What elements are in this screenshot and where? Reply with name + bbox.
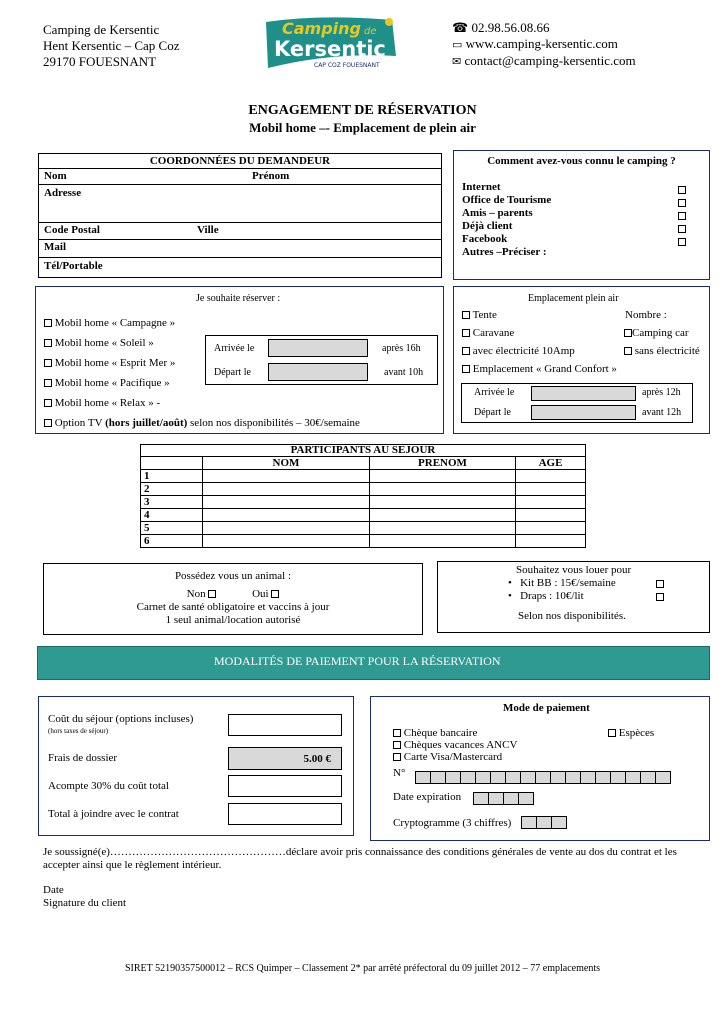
row-number: 2 — [141, 483, 203, 496]
location-section — [437, 561, 710, 633]
option-tv: Option TV — [54, 417, 103, 429]
crypto-grid[interactable] — [521, 816, 566, 829]
cell-age[interactable] — [516, 522, 586, 535]
checkbox-office[interactable] — [678, 199, 686, 207]
animal-note-2: 1 seul animal/location autorisé — [165, 614, 301, 626]
especes-option — [608, 727, 654, 739]
hors-taxes-label: (hors taxes de séjour) — [48, 727, 109, 735]
camping-address — [43, 22, 179, 70]
acompte-field[interactable] — [228, 775, 342, 797]
animal-question: Possédez vous un animal : — [174, 570, 292, 582]
payment-banner — [37, 646, 710, 680]
checkbox-carte[interactable] — [393, 753, 401, 761]
prenom-label: Prénom — [252, 170, 290, 182]
emplacement-options — [462, 306, 707, 378]
checkbox-amis[interactable] — [678, 212, 686, 220]
code-postal-label: Code Postal — [44, 224, 100, 236]
participants-table — [140, 456, 586, 548]
computer-icon: ▭ — [452, 39, 463, 51]
animal-choice — [44, 588, 422, 600]
expiration-grid[interactable] — [473, 792, 533, 805]
option-camping-car: Camping car — [632, 327, 689, 339]
logo-word-1: Camping — [282, 19, 361, 38]
checkbox-soleil[interactable] — [44, 339, 52, 347]
emplacement-title: Emplacement plein air — [528, 293, 619, 304]
checkbox-animal-oui[interactable] — [271, 590, 279, 598]
expiration-label: Date expiration — [393, 791, 462, 803]
source-option-amis: Amis – parents — [462, 207, 533, 219]
checkbox-facebook[interactable] — [678, 238, 686, 246]
emplacement-section — [453, 286, 710, 434]
table-row — [141, 496, 586, 509]
table-row — [141, 483, 586, 496]
address-line-3: 29170 FOUESNANT — [43, 54, 157, 69]
ep-depart-time: avant 12h — [642, 407, 682, 418]
mh-depart-field[interactable] — [268, 363, 368, 381]
logo-word-3: Kersentic — [274, 37, 386, 61]
option-pacifique: Mobil home « Pacifique » — [54, 377, 170, 389]
cell-prenom[interactable] — [370, 535, 516, 548]
ep-arrivee-label: Arrivée le — [474, 387, 515, 398]
tel-label: Tél/Portable — [44, 260, 103, 272]
source-option-office: Office de Tourisme — [462, 194, 552, 206]
contact-block — [452, 20, 636, 70]
mh-arrivee-label: Arrivée le — [214, 343, 255, 354]
cell-age[interactable] — [516, 496, 586, 509]
source-option-autres: Autres –Préciser : — [462, 246, 547, 258]
checkbox-caravane[interactable] — [462, 329, 470, 337]
cell-prenom[interactable] — [370, 522, 516, 535]
participants-header-row — [141, 457, 586, 470]
checkbox-animal-non[interactable] — [208, 590, 216, 598]
option-tv-price: selon nos disponibilités – 30€/semaine — [190, 417, 360, 429]
location-items: • Kit BB : 15€/semaine • Draps : 10€/lit — [508, 577, 616, 603]
cell-prenom[interactable] — [370, 470, 516, 483]
source-option-client: Déjà client — [462, 220, 513, 232]
source-title: Comment avez-vous connu le camping ? — [487, 155, 676, 167]
cout-sejour-field[interactable] — [228, 714, 342, 736]
address-line-1: Camping de Kersentic — [43, 22, 160, 37]
checkbox-pacifique[interactable] — [44, 379, 52, 387]
checkbox-camping-car[interactable] — [624, 329, 632, 337]
row-number: 5 — [141, 522, 203, 535]
logo-word-2: de — [364, 26, 377, 37]
animal-oui-label: Oui — [252, 588, 269, 600]
table-row — [141, 470, 586, 483]
mh-depart-time: avant 10h — [384, 367, 424, 378]
sun-icon — [385, 18, 393, 26]
ep-arrivee-time: après 12h — [642, 387, 681, 398]
option-relax: Mobil home « Relax » - — [54, 397, 161, 409]
location-draps: Draps : 10€/lit — [520, 590, 584, 602]
cell-age[interactable] — [516, 509, 586, 522]
mode-title: Mode de paiement — [503, 702, 590, 714]
crypto-label: Cryptogramme (3 chiffres) — [393, 817, 512, 829]
mh-arrivee-field[interactable] — [268, 339, 368, 357]
nombre-label: Nombre : — [625, 309, 667, 321]
option-esprit-mer: Mobil home « Esprit Mer » — [54, 357, 176, 369]
cell-nom[interactable] — [203, 470, 370, 483]
mh-arrivee-time: après 16h — [382, 343, 421, 354]
option-caravane: Caravane — [472, 327, 515, 339]
footer-legal: SIRET 52190357500012 – RCS Quimper – Classement 2* par arrêté préfectoral du 09 juillet 2012 – 77 emplacements — [125, 963, 600, 974]
camping-logo — [262, 12, 398, 72]
cout-section — [38, 696, 354, 836]
acompte-label: Acompte 30% du coût total — [48, 780, 169, 792]
checkbox-esprit-mer[interactable] — [44, 359, 52, 367]
cell-nom[interactable] — [203, 509, 370, 522]
ep-depart-label: Départ le — [474, 407, 511, 418]
address-line-2: Hent Kersentic – Cap Coz — [43, 38, 180, 53]
checkbox-grand-confort[interactable] — [462, 365, 470, 373]
email: contact@camping-kersentic.com — [464, 53, 636, 68]
mobilhome-section — [35, 286, 444, 434]
ep-depart-field[interactable] — [531, 405, 636, 420]
checkbox-internet[interactable] — [678, 186, 686, 194]
page-title: ENGAGEMENT DE RÉSERVATION — [248, 103, 477, 118]
cell-nom[interactable] — [203, 483, 370, 496]
col-index — [141, 457, 203, 470]
frais-value: 5.00 € — [303, 753, 331, 765]
location-note: Selon nos disponibilités. — [518, 610, 626, 622]
ep-arrivee-field[interactable] — [531, 386, 636, 401]
row-number: 3 — [141, 496, 203, 509]
cell-nom[interactable] — [203, 535, 370, 548]
row-number: 6 — [141, 535, 203, 548]
option-tente: Tente — [472, 309, 497, 321]
adresse-label: Adresse — [44, 187, 82, 199]
source-option-internet: Internet — [462, 181, 501, 193]
source-section — [453, 150, 710, 280]
mh-depart-label: Départ le — [214, 367, 251, 378]
checkbox-electricite[interactable] — [462, 347, 470, 355]
mobilhome-dates — [205, 335, 438, 385]
col-age: AGE — [516, 457, 586, 470]
date-label: Date — [43, 884, 64, 896]
logo-subtitle: CAP COZ FOUESNANT — [314, 62, 380, 69]
cell-prenom[interactable] — [370, 509, 516, 522]
checkbox-kit-bb[interactable] — [656, 580, 664, 588]
option-campagne: Mobil home « Campagne » — [54, 317, 176, 329]
mail-icon: ✉ — [452, 56, 462, 68]
source-options — [462, 181, 551, 259]
cell-prenom[interactable] — [370, 483, 516, 496]
cell-age[interactable] — [516, 535, 586, 548]
checkbox-option-tv[interactable] — [44, 419, 52, 427]
option-ancv: Chèques vacances ANCV — [403, 739, 518, 751]
cell-age[interactable] — [516, 483, 586, 496]
ville-label: Ville — [197, 224, 219, 236]
demandeur-header: COORDONNÉES DU DEMANDEUR — [149, 155, 331, 167]
table-row — [141, 535, 586, 548]
col-prenom: PRENOM — [370, 457, 516, 470]
animal-note-1: Carnet de santé obligatoire et vaccins à jour — [136, 601, 330, 613]
col-nom: NOM — [203, 457, 370, 470]
checkbox-client[interactable] — [678, 225, 686, 233]
logo-graphic — [262, 12, 398, 72]
cout-sejour-label: Coût du séjour (options incluses) — [48, 713, 194, 725]
total-label: Total à joindre avec le contrat — [48, 808, 179, 820]
cell-prenom[interactable] — [370, 496, 516, 509]
numero-label: N° — [393, 767, 406, 779]
checkbox-relax[interactable] — [44, 399, 52, 407]
table-row — [141, 522, 586, 535]
checkbox-ancv[interactable] — [393, 741, 401, 749]
card-number-grid[interactable] — [415, 771, 670, 784]
checkbox-cheque[interactable] — [393, 729, 401, 737]
cell-nom[interactable] — [203, 522, 370, 535]
cell-age[interactable] — [516, 470, 586, 483]
checkbox-sans-electricite[interactable] — [624, 347, 632, 355]
source-checkboxes — [678, 183, 686, 248]
table-row — [141, 509, 586, 522]
mobilhome-intro: Je souhaite réserver : — [196, 293, 281, 304]
participants-title: PARTICIPANTS AU SEJOUR — [140, 444, 586, 456]
option-cheque: Chèque bancaire — [403, 727, 478, 739]
demandeur-section — [38, 153, 442, 278]
location-title: Souhaitez vous louer pour — [516, 564, 632, 576]
checkbox-draps[interactable] — [656, 593, 664, 601]
row-number: 1 — [141, 470, 203, 483]
animal-section — [43, 563, 423, 635]
declaration-text: Je soussigné(e)…………………………………………déclare avoir pris connaissance des conditions générales de vente au dos du contrat et les accepter ainsi que le règlement intérieur. — [43, 846, 677, 871]
option-especes: Espèces — [618, 727, 655, 739]
option-tv-period: (hors juillet/août) — [105, 417, 188, 429]
phone-icon: ☎ — [452, 20, 469, 35]
location-kit-bb: Kit BB : 15€/semaine — [520, 577, 616, 589]
option-grand-confort: Emplacement « Grand Confort » — [472, 363, 617, 375]
mode-section — [370, 696, 710, 841]
page-subtitle: Mobil home –- Emplacement de plein air — [249, 120, 476, 135]
option-electricite: avec électricité 10Amp — [472, 345, 575, 357]
payment-banner-title: MODALITÉS DE PAIEMENT POUR LA RÉSERVATION — [214, 654, 501, 668]
emplacement-dates — [461, 383, 693, 423]
nom-label: Nom — [44, 170, 67, 182]
row-number: 4 — [141, 509, 203, 522]
mode-options — [393, 727, 517, 763]
frais-field — [228, 747, 342, 770]
phone-number: 02.98.56.08.66 — [471, 20, 550, 35]
checkbox-especes[interactable] — [608, 729, 616, 737]
mail-label: Mail — [44, 241, 66, 253]
option-carte: Carte Visa/Mastercard — [403, 751, 503, 763]
total-field[interactable] — [228, 803, 342, 825]
website: www.camping-kersentic.com — [465, 36, 618, 51]
option-soleil: Mobil home « Soleil » — [54, 337, 154, 349]
cell-nom[interactable] — [203, 496, 370, 509]
checkbox-campagne[interactable] — [44, 319, 52, 327]
checkbox-tente[interactable] — [462, 311, 470, 319]
animal-non-label: Non — [186, 588, 206, 600]
frais-label: Frais de dossier — [48, 752, 118, 764]
option-sans-electricite: sans électricité — [634, 345, 700, 357]
signature-label: Signature du client — [43, 897, 127, 909]
source-option-facebook: Facebook — [462, 233, 508, 245]
